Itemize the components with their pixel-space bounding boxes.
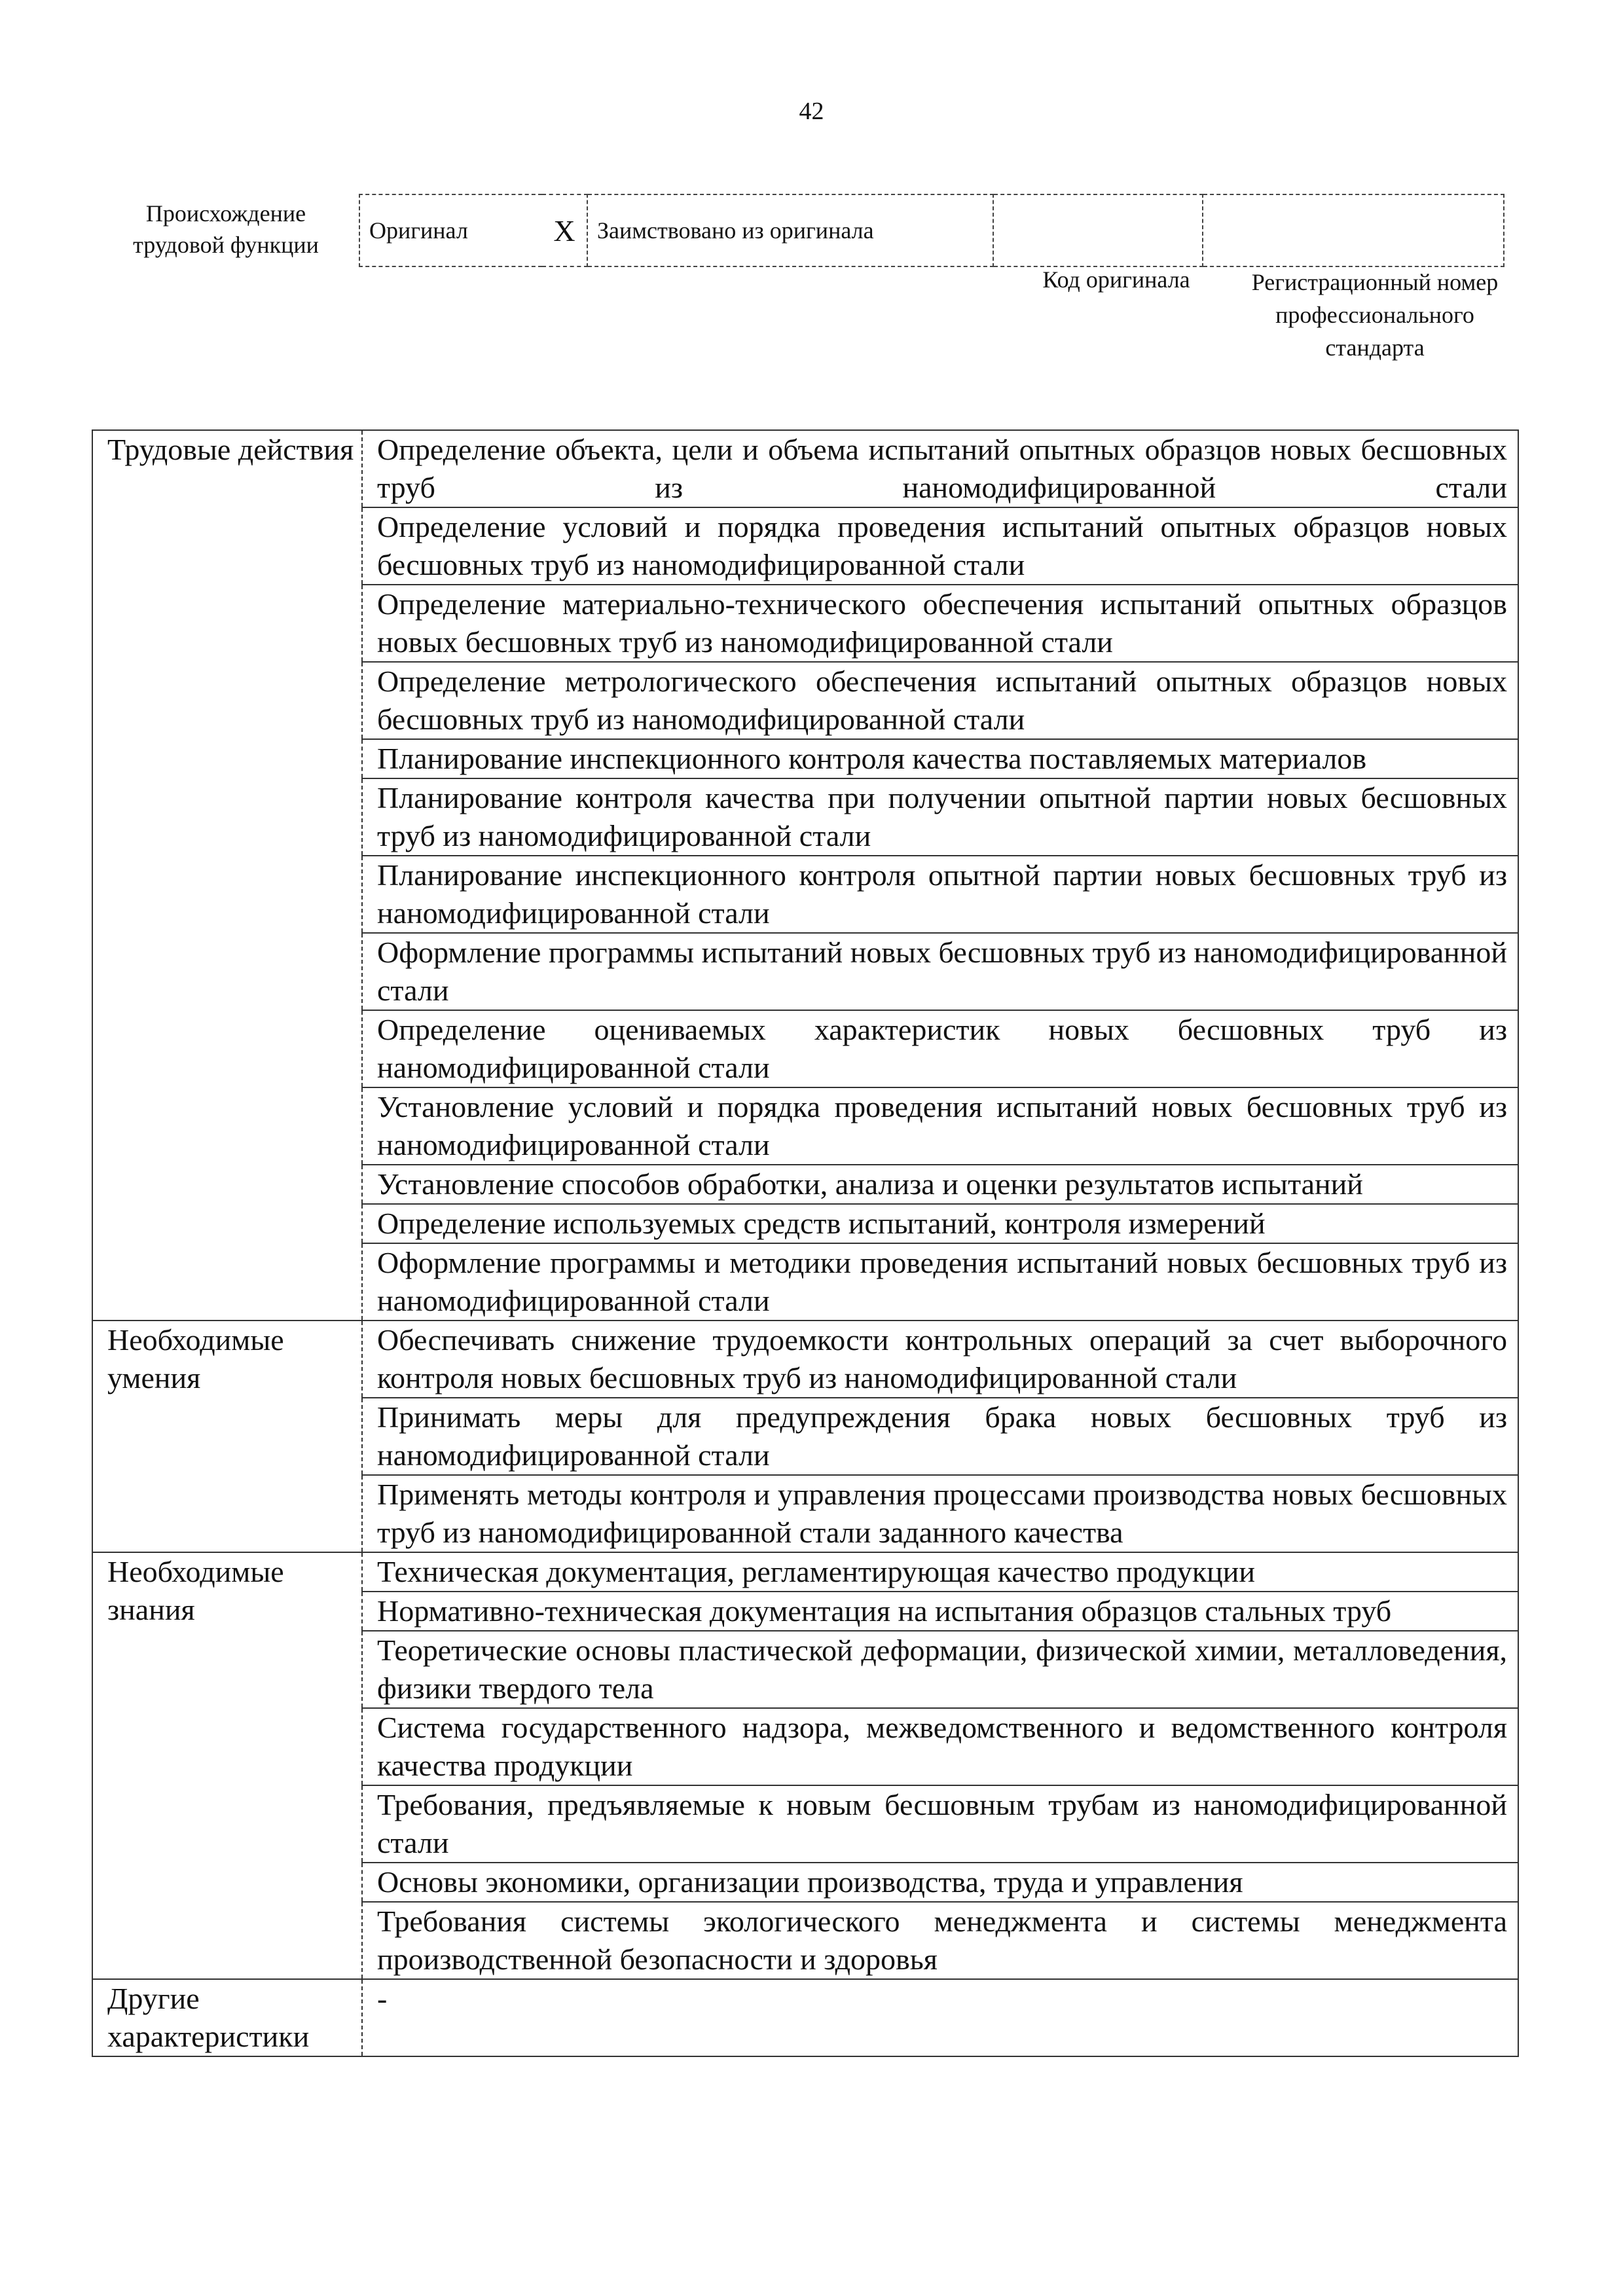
table-row <box>92 1979 1518 2056</box>
table-cell: Определение используемых средств испытаний, контроля измерений <box>362 1204 1518 1243</box>
table-row <box>92 1321 1518 1398</box>
table-cell: Планирование инспекционного контроля опытной партии новых бесшовных труб из наномодифицированной стали <box>362 856 1518 933</box>
table-cell: Применять методы контроля и управления процессами производства новых бесшовных труб из наномодифицированной стали заданного качества <box>362 1475 1518 1552</box>
section-title: Необходимые умения <box>92 1321 362 1552</box>
reg-number-cell <box>1203 194 1504 266</box>
table-cell: Определение объекта, цели и объема испытаний опытных образцов новых бесшовных труб из наномодифицированной стали <box>362 430 1518 507</box>
table-cell: Определение условий и порядка проведения испытаний опытных образцов новых бесшовных труб из наномодифицированной стали <box>362 507 1518 585</box>
table-cell: Определение метрологического обеспечения испытаний опытных образцов новых бесшовных труб из наномодифицированной стали <box>362 662 1518 739</box>
original-cell: Оригинал <box>359 194 542 266</box>
section-title: Необходимые знания <box>92 1552 362 1979</box>
table-cell: Требования, предъявляемые к новым бесшовным трубам из наномодифицированной стали <box>362 1785 1518 1863</box>
table-cell: Определение оцениваемых характеристик новых бесшовных труб из наномодифицированной стали <box>362 1010 1518 1087</box>
reg-caption: Регистрационный номер профессионального стандарта <box>1251 269 1499 361</box>
original-mark: X <box>542 194 587 266</box>
table-cell: Требования системы экологического менеджмента и системы менеджмента производственной безопасности и здоровья <box>362 1902 1518 1979</box>
table-cell: Нормативно-техническая документация на испытания образцов стальных труб <box>362 1592 1518 1631</box>
table-cell: - <box>362 1979 1518 2056</box>
table-cell: Оформление программы испытаний новых бесшовных труб из наномодифицированной стали <box>362 933 1518 1010</box>
section-title: Трудовые действия <box>92 430 362 1321</box>
table-cell: Система государственного надзора, межведомственного и ведомственного контроля качества продукции <box>362 1708 1518 1785</box>
code-caption: Код оригинала <box>1042 266 1190 293</box>
table-cell: Теоретические основы пластической деформации, физической химии, металловедения, физики твердого тела <box>362 1631 1518 1708</box>
table-cell: Обеспечивать снижение трудоемкости контрольных операций за счет выборочного контроля новых бесшовных труб из наномодифицированной стали <box>362 1321 1518 1398</box>
code-cell <box>993 194 1203 266</box>
table-cell: Оформление программы и методики проведения испытаний новых бесшовных труб из наномодифицированной стали <box>362 1243 1518 1321</box>
borrowed-cell: Заимствовано из оригинала <box>587 194 993 266</box>
table-row <box>92 1552 1518 1592</box>
table-cell: Планирование контроля качества при получении опытной партии новых бесшовных труб из наномодифицированной стали <box>362 778 1518 856</box>
table-cell: Планирование инспекционного контроля качества поставляемых материалов <box>362 739 1518 778</box>
section-title: Другие характеристики <box>92 1979 362 2056</box>
origin-table <box>359 194 1504 267</box>
table-cell: Техническая документация, регламентирующая качество продукции <box>362 1552 1518 1592</box>
table-cell: Принимать меры для предупреждения брака новых бесшовных труб из наномодифицированной стали <box>362 1398 1518 1475</box>
page-number: 42 <box>799 98 824 125</box>
function-table <box>92 429 1519 2057</box>
table-cell: Определение материально-технического обеспечения испытаний опытных образцов новых бесшовных труб из наномодифицированной стали <box>362 585 1518 662</box>
table-row <box>92 430 1518 507</box>
table-cell: Установление способов обработки, анализа и оценки результатов испытаний <box>362 1165 1518 1204</box>
table-cell: Установление условий и порядка проведения испытаний новых бесшовных труб из наномодифицированной стали <box>362 1087 1518 1165</box>
origin-label: Происхождение трудовой функции <box>133 200 319 258</box>
table-cell: Основы экономики, организации производства, труда и управления <box>362 1863 1518 1902</box>
